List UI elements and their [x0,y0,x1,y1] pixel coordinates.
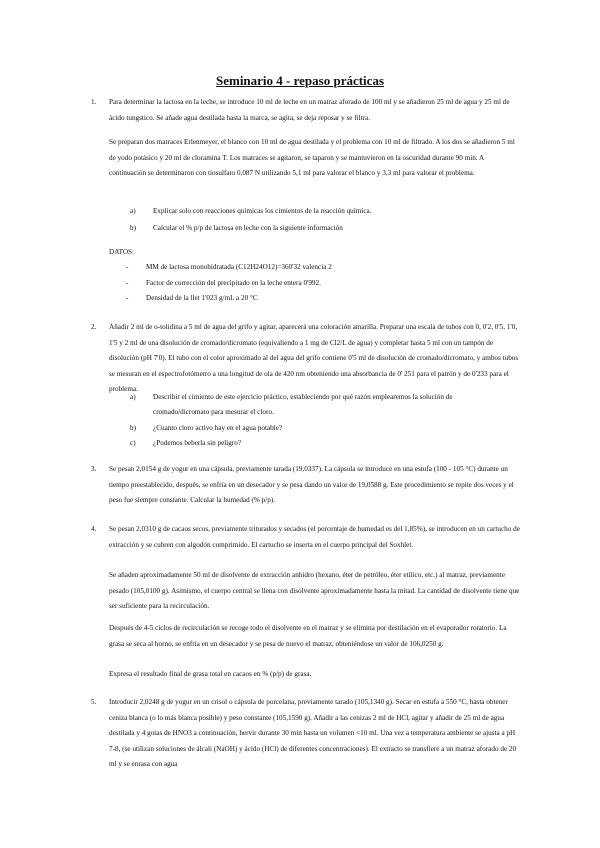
q1-paragraph-1: Para determinar la lactosa en la leche, se introduce 10 ml de leche en un matraz aforado de 100 ml y se añadieron 25 ml de agua y 25 ml de ácido tungstico. Se añade agua destilada hasta la marca, se agita, se deja reposar y se filtra. [109,98,510,122]
q1-item-a-label: a) [130,207,136,215]
q3-paragraph-1: Se pesan 2,0154 g de yogur en una cápsula, previamente tarada (19,0337). La cápsula se introduce en una estufa (100 - 105 °C) durante un tiempo preestablecido, después, se enfría en un desecador y se pesa dando un valor de 19,0588 g. Este procedimiento se repite dos veces y el peso fue siempre constante. Calcular la humedad (% p/p). [109,465,514,505]
q4-number: 4. [91,525,97,533]
q4-paragraph-4: Expresa el resultado final de grasa total en cacaos en % (p/p) de grasa. [109,670,312,678]
bullet-dash: - [126,294,129,302]
q1-number: 1. [91,98,97,106]
q2-item-b-label: b) [130,424,136,432]
q4-paragraph-3: Después de 4-5 ciclos de recirculación se recoge todo el disolvente en el matraz y se elimina por destilación en el evaporador rotatorio. La grasa se seca al horno, se enfría en un desecador y se pesa de nuevo el matraz, obteniéndose un valor de 106,0250 g. [109,624,507,648]
page-title: Seminario 4 - repaso prácticas [215,73,385,88]
q2-item-a-label: a) [130,393,136,401]
q1-datos-text-1: MM de lactosa monohidratada (C12H24O12)=360'32 valencia 2 [146,263,332,271]
q1-datos-text-2: Factor de corrección del precipitado en la leche entera 0'992. [146,279,321,287]
q1-item-b-text: Calcular el % p/p de lactosa en leche con la siguiente información [153,224,343,232]
q1-item-b-label: b) [130,224,136,232]
q4-paragraph-2: Se añaden aproximadamente 50 ml de disolvente de extracción anhidro (hexano, éter de petróleo, éter etílico, etc.) al matraz, previamente pesado (105,0100 g). Asimismo, el cuerpo central se llena con disolvente aproximadamente hasta la mitad. La cantidad de disolvente tiene que ser suficiente para la recirculación. [109,571,520,611]
q2-item-c-label: c) [130,439,136,447]
q4-paragraph-1: Se pesan 2,0310 g de cacaos secos, previamente triturados y secados (el porcentaje de humedad es del 1,85%), se introducen en un cartucho de extracción y se cubren con algodón comprimido. El cartucho se inserta en el cuerpo principal del Soxhlet. [109,525,520,549]
q2-number: 2. [91,323,97,331]
q5-paragraph-1: Introducir 2,0248 g de yogur en un crisol o cápsula de porcelana, previamente tarado (105,1340 g). Secar en estufa a 550 °C, hasta obtener ceniza blanca (o lo más blanca posible) y peso constante (105,1590 g). Añadir a las cenizas 2 ml de HCl, agitar y añadir de 25 ml de agua destilada y 4 gotas de HNO3 a continuación, hervir durante 30 min hasta un volumen <10 ml. Una vez a temperatura ambiente se ajusta a pH 7-8, (se utilizan soluciones de álcali (NaOH) y ácido (HCl) de diferentes concentraciones). El extracto se transfiere a un matraz aforado de 20 ml y se enrasa con agua [109,698,517,769]
q1-datos-title: DATOS: [109,248,135,256]
q2-item-c-text: ¿Podemos beberla sin peligro? [153,439,242,447]
bullet-dash: - [126,279,129,287]
q2-item-a-text-1: Describir el cimiento de este ejercicio práctico, estableciendo por qué razón emplearemos la solución de [153,393,453,401]
q1-paragraph-2: Se preparan dos matraces Erlenmeyer, el blanco con 10 ml de agua destilada y el problema con 10 ml de filtrado. A los dos se añadieron 5 ml de yodo potásico y 20 ml de cloramina T. Los matraces se agitaron, se taparon y se mantuvieron en la oscuridad durante 90 min. A continuación se determinaron con tiosulfato 0,087 N utilizando 5,1 ml para valorar el blanco y 3,3 ml para valorar el problema. [109,138,515,178]
bullet-dash: - [126,263,129,271]
q5-number: 5. [91,698,97,706]
q1-datos-text-3: Densidad de la llet 1'023 g/mL a 20 °C [146,294,258,302]
q2-item-b-text: ¿Cuanto cloro activo hay en el agua potable? [153,424,283,432]
q1-item-a-text: Explicar solo con reacciones químicas los cimientos de la reacción química. [153,207,372,215]
q2-item-a-text-2: cromado/dicromato para mesurar el cloro. [153,408,274,416]
q3-number: 3. [91,465,97,473]
q2-paragraph-1: Añadir 2 ml de o-tolidina a 5 ml de agua del grifo y agitar, aparecerá una coloración amarilla. Preparar una escala de tubos con 0, 0'2, 0'5, 1'0, 1'5 y 2 ml de una disolución de cromado/dicromato (equivaliendo a 1 mg de Cl2/L de agua) y completar hasta 5 ml con un tampón de disolución (pH 7'0). El tubo con el color aproximado al del agua del grifo contiene 0'5 ml de disolución de cromado/dicromato, y ambos tubos se mesuran en el espectrofotómetro a una longitud de ola de 420 nm obteniendo una absorbancia de 0' 251 para el patrón y de 0'233 para el problema. [109,323,519,394]
